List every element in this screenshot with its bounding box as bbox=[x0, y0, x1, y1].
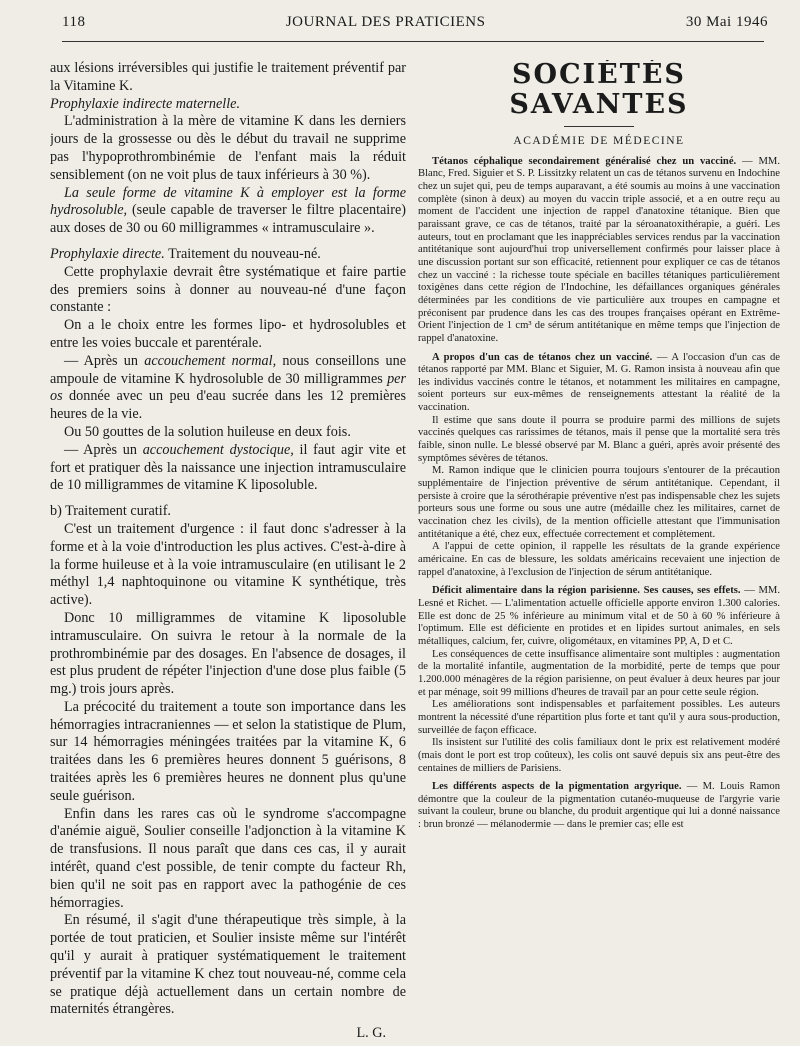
text: — Après un bbox=[64, 352, 145, 369]
article-title: A propos d'un cas de tétanos chez un vacciné. bbox=[432, 351, 653, 363]
section-subtitle: ACADÉMIE DE MÉDECINE bbox=[513, 135, 685, 147]
text: (seule capable de traverser le filtre placentaire) aux doses de 30 ou 60 milligrammes « intramusculaire ». bbox=[50, 202, 406, 237]
paragraph: A l'appui de cette opinion, il rappelle les résultats de la grande expérience américaine. En cas de blessure, les soldats américains recevaient une injection de rappel d'anatoxine, à l'exclusion de l'injection de sérum antitétanique. bbox=[418, 541, 780, 578]
article-title: Déficit alimentaire dans la région parisienne. Ses causes, ses effets. bbox=[432, 585, 741, 597]
emphasis: La seule forme de vitamine K à employer est la forme hydrosoluble, bbox=[50, 184, 406, 219]
paragraph: C'est un traitement d'urgence : il faut donc s'adresser à la forme et à la voie d'introduction les plus actives. C'est-à-dire à la forme huileuse et à la voie intramusculaire (en utilisant le 2 méthyl 1,4 naphtoquinone ou vitamine K synthétique, très active). bbox=[50, 520, 406, 609]
section-title: SOCIÉTÉS SAVANTES bbox=[509, 60, 689, 120]
article-body: — M. Louis Ramon démontre que la couleur de la pigmentation cutanéo-muqueuse de l'argyrie varie suivant la couleur, brune ou blanche, du produit argentique qui lui a donné naissance : brun bronzé — mélanodermie — dans le premier cas; elle est bbox=[418, 781, 780, 831]
article bbox=[418, 585, 780, 648]
article-title: Tétanos céphalique secondairement généralisé chez un vacciné. bbox=[432, 155, 737, 167]
article bbox=[418, 781, 780, 832]
article-body: — MM. Blanc, Fred. Siguier et S. P. Lissitzky relatent un cas de tétanos survenu en Indochine chez un sujet qui, peu de temps auparavant, a été soumis au moins à une vaccination complète (sinon à deux) au moyen du vaccin triple associé, et a en outre reçu au moment de l'accident une injection de rappel d'anatoxine tétanique. Bien que paraissant grave, ce cas de tétanos, traité par la séroanatoxithérapie, a guéri. Les auteurs, tout en proclamant que les inappréciables services rendus par la vaccination antitétanique sont aujourd'hui trop universellement confirmés pour laisser place à une discussion portant sur son efficacité, retiennent pour expliquer ce cas de tétanos chez un vacciné : la richesse toute spéciale en bacilles tétaniques particulièrement toxigènes dans cette région de l'Indochine, les défaillances organiques générales déterminées par les conditions de vie particulière aux troupes en campagne et préconisent par prudence dans les cas des troupes françaises opérant en Extrême-Orient l'injection de 1 cm³ de sérum antitétanique en même temps que l'injection de rappel d'anatoxine. bbox=[418, 155, 780, 344]
paragraph: Ou 50 gouttes de la solution huileuse en deux fois. bbox=[64, 423, 351, 440]
paragraph: Il estime que sans doute il pourra se produire parmi des millions de sujets vaccinés quelques cas rarissimes de tétanos, mais il pense que la mortalité sera très faible, sinon nulle. Le blessé observé par M. Blanc a guéri, après avoir présenté des symptômes sévères de tétanos. bbox=[418, 414, 780, 464]
paragraph bbox=[50, 185, 406, 238]
paragraph: Ils insistent sur l'utilité des colis familiaux dont le prix est relativement modéré (mais dont le port est trop coûteux), les colis ont sauvé depuis six ans peut-être des centaines de milliers de Parisiens. bbox=[418, 737, 780, 774]
header-rule bbox=[62, 41, 764, 42]
paragraph: L'administration à la mère de vitamine K dans les derniers jours de la grossesse ou dès le début du travail ne supprime pas l'hypoprothrombinémie de l'enfant mais la réduit sensiblement (on ne voit plus de taux inférieurs à 30 %). bbox=[50, 113, 406, 183]
text: il faut agir vite et fort et pratiquer dès la naissance une injection intramusculaire de 10 milligrammes de vitamine K liposoluble. bbox=[50, 441, 406, 494]
paragraph: Donc 10 milligrammes de vitamine K liposoluble intramusculaire. On suivra le retour à la normale de la prothrombinémie par des dosages. En l'absence de dosages, il est plus prudent de répéter l'injection d'une dose plus faible (5 mg.) trois jours après. bbox=[50, 609, 406, 698]
paragraph: On a le choix entre les formes lipo- et hydrosolubles et entre les voies buccale et parentérale. bbox=[50, 317, 406, 351]
text: — Après un bbox=[64, 441, 143, 458]
issue-date: 30 Mai 1946 bbox=[685, 14, 768, 30]
paragraph: Cette prophylaxie devrait être systématique et faire partie des premiers soins à donner au nouveau-né d'une façon constante : bbox=[50, 263, 406, 316]
paragraph: M. Ramon indique que le clinicien pourra toujours s'entourer de la précaution supplémentaire de l'injection préventive de sérum antitétanique. Cependant, il persiste à croire que la sérothérapie préventive n'est pas indispensable chez les sujets porteurs sous une forme ou sous une autre (médaille chez les militaires, carnet de vaccination chez les civils), de la mention officielle attestant que l'immunisation antitétanique a été, chez eux, effectuée correctement et complètement. bbox=[418, 465, 780, 540]
section-heading: b) Traitement curatif. bbox=[50, 503, 171, 520]
paragraph: La précocité du traitement a toute son importance dans les hémorragies intracraniennes — et selon la statistique de Plum, sur 14 hémorragies méningées traitées par la vitamine K, 6 traitées dans les 6 premières heures donnent 5 guérisons, 8 traitées après les 6 premières heures ne donnent plus qu'une seule guérison. bbox=[50, 698, 406, 804]
paragraph: aux lésions irréversibles qui justifie le traitement préventif par la Vitamine K. bbox=[50, 60, 406, 94]
section-heading: Prophylaxie indirecte maternelle. bbox=[50, 95, 241, 112]
article bbox=[418, 156, 780, 346]
page-number: 118 bbox=[62, 14, 86, 30]
paragraph: Enfin dans les rares cas où le syndrome s'accompagne d'anémie aiguë, Soulier conseille l'adjonction à la vitamine K de transfusions. Il nous paraît que dans ces cas, il y aurait intérêt, quand c'est possible, de tenir compte du facteur Rh, bien qu'il ne soit pas en rapport avec la pathogénie de ces hémorragies. bbox=[50, 805, 406, 911]
emphasis: accouchement dystocique, bbox=[142, 441, 294, 458]
emphasis: Prophylaxie directe. bbox=[50, 245, 165, 262]
article bbox=[418, 352, 780, 415]
title-rule bbox=[564, 126, 634, 127]
text: nous conseillons une ampoule de vitamine K hydrosoluble de 30 milligrammes bbox=[50, 352, 406, 387]
right-column bbox=[418, 60, 780, 1042]
paragraph bbox=[50, 442, 406, 495]
left-column bbox=[50, 60, 406, 1042]
paragraph: Les conséquences de cette insuffisance alimentaire sont multiples : augmentation de la mortalité infantile, augmentation de la morbidité, perte de temps que pour 1.200.000 ménagères de la région parisienne, on peut évaluer à deux heures par jour et par ménage, soit 99 millions d'heures de travail par an pour cette seule région. bbox=[418, 648, 780, 698]
signature: L. G. bbox=[356, 1025, 386, 1042]
journal-title: JOURNAL DES PRATICIENS bbox=[285, 14, 486, 30]
emphasis: accouchement normal, bbox=[144, 352, 277, 369]
emphasis: per os bbox=[50, 370, 406, 405]
paragraph: Les améliorations sont indispensables et parfaitement possibles. Les auteurs montrent la nécessité d'une répartition plus forte et tant qu'il y aura sous-production, surveillée de façon efficace. bbox=[418, 699, 780, 736]
paragraph bbox=[50, 353, 406, 424]
text: Traitement du nouveau-né. bbox=[164, 245, 321, 262]
paragraph bbox=[50, 246, 406, 264]
article-title: Les différents aspects de la pigmentation argyrique. bbox=[432, 781, 682, 793]
text: donnée avec un peu d'eau sucrée dans les 12 premières heures de la vie. bbox=[50, 388, 406, 423]
page-header bbox=[62, 14, 768, 36]
article-body: — A l'occasion d'un cas de tétanos rapporté par MM. Blanc et Siguier, M. G. Ramon insista à nouveau afin que les individus vaccinés contre le tétanos, et notamment les militaires en campagne, soient porteurs sur eux-mêmes de renseignements attestant la réalité de la vaccination. bbox=[418, 351, 780, 414]
paragraph: En résumé, il s'agit d'une thérapeutique très simple, à la portée de tout praticien, et Soulier insiste même sur l'intérêt qu'il y aurait à pratiquer systématiquement le traitement préventif par la vitamine K chez tout nouveau-né, comme cela se pratique déjà actuellement dans un certain nombre de maternités étrangères. bbox=[50, 912, 406, 1018]
article-body: — MM. Lesné et Richet. — L'alimentation actuelle officielle apporte environ 1.300 calories. Elle est donc de 25 % inférieure au minimum vital et de 50 à 60 % inférieure à l'optimum. Elle est déficiente en protides et en lipides surtout animales, en sels métalliques, calcium, fer, cuivre, oligométaux, en vitamines PP, A, D et C. bbox=[418, 585, 780, 647]
